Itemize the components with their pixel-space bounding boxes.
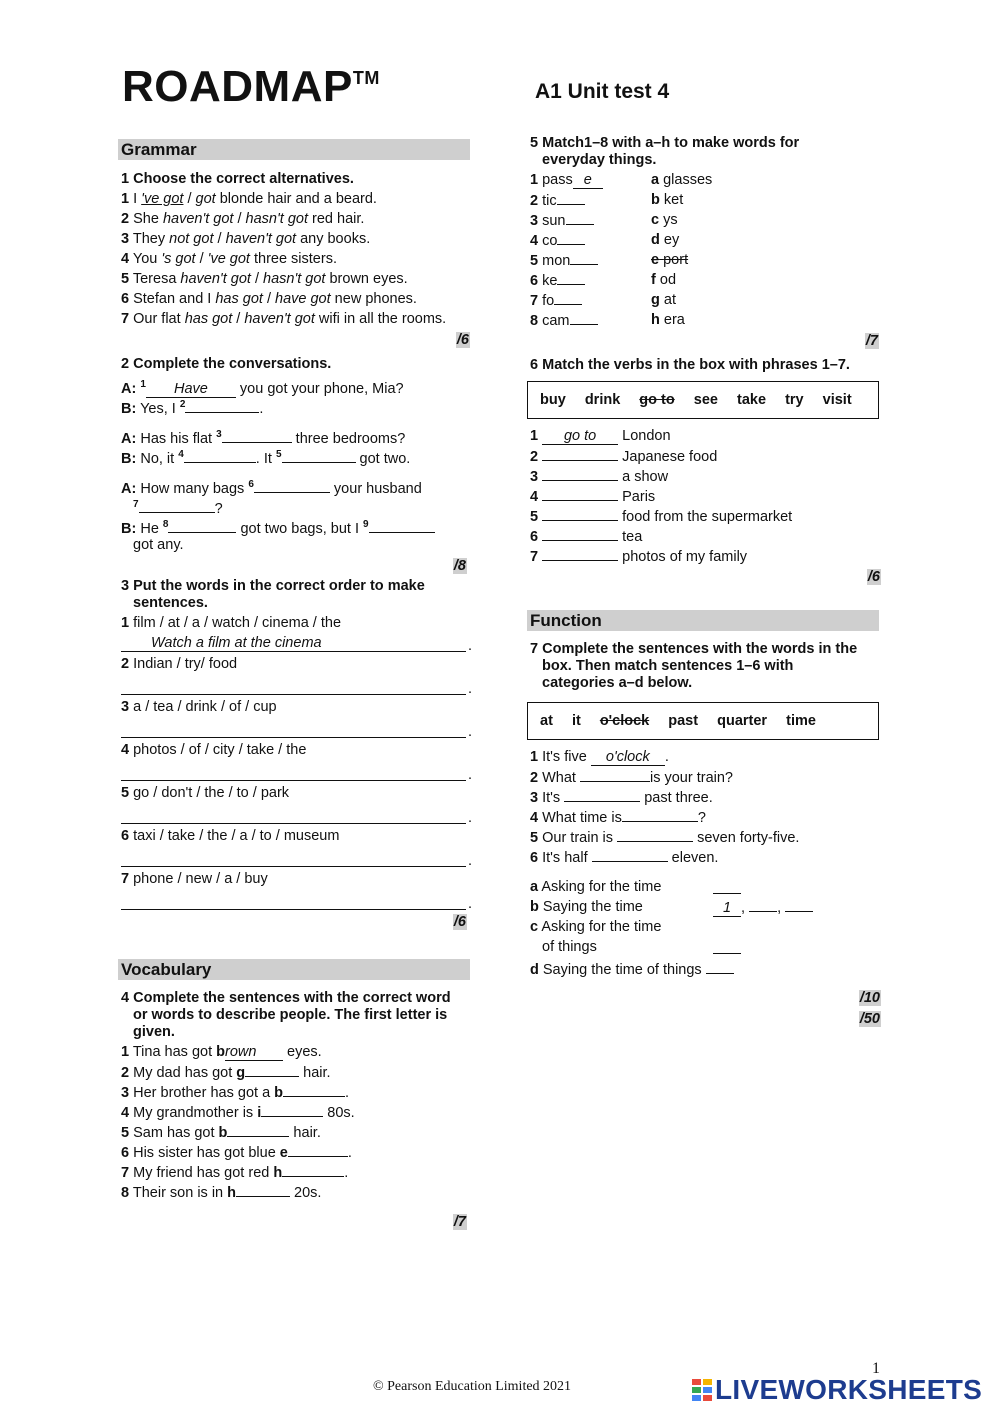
ex4-gap[interactable] [236, 1182, 290, 1197]
ex6-gap[interactable] [542, 526, 618, 541]
ex4-item: 5 Sam has got b hair. [121, 1122, 470, 1142]
trademark: TM [352, 68, 380, 88]
ex6-gap[interactable] [542, 486, 618, 501]
vocabulary-heading: Vocabulary [118, 959, 470, 980]
ex1-choice-b[interactable]: got [195, 191, 216, 207]
exercise-4-instruction: 4 Complete the sentences with the correct word or words to describe people. The first letter is given. [121, 990, 451, 1040]
ex6-item: 3 a show [530, 466, 879, 486]
ex4-gap[interactable]: rown [225, 1045, 283, 1061]
ex6-item: 6 tea [530, 526, 879, 546]
unit-title: A1 Unit test 4 [535, 80, 670, 103]
ex6-gap[interactable] [542, 506, 618, 521]
ex4-item: 8 Their son is in h 20s. [121, 1182, 470, 1202]
ex5-right-item: f od [651, 272, 677, 288]
ex7-gap[interactable] [564, 787, 640, 802]
grammar-heading: Grammar [118, 139, 470, 160]
ex7-gap[interactable] [580, 767, 650, 782]
ex2-line: A: Has his flat $^3$ three bedrooms? [121, 429, 406, 447]
ex5-left-item: 3 sun [530, 210, 603, 230]
ex5-gap[interactable] [557, 190, 585, 205]
ex7-cat-answers: 1 , , [713, 897, 813, 917]
box-word: past [668, 713, 699, 729]
ex7-item: 4 What time is ? [530, 807, 879, 827]
ex1-choice-b[interactable]: hasn't got [263, 271, 326, 287]
ex5-left-item: 6 ke [530, 270, 603, 290]
exercise-1-instruction: 1 Choose the correct alternatives. [121, 171, 354, 187]
box-word: see [693, 392, 718, 408]
ex3-answer-line-5[interactable]: . [121, 803, 466, 824]
ex1-choice-a[interactable]: has got [184, 311, 233, 327]
ex3-score: /6 [453, 914, 466, 930]
ex1-score: /6 [456, 332, 469, 348]
ex2-gap-3[interactable] [222, 428, 292, 443]
ex5-right-item: b ket [651, 192, 684, 208]
ex7-category-cont: of things [542, 939, 597, 955]
ex5-left-item: 7 fo [530, 290, 603, 310]
ex4-item: 3 Her brother has got a b . [121, 1082, 470, 1102]
ex3-words: 4 photos / of / city / take / the [121, 742, 307, 758]
ex7-item: 6 It's half eleven. [530, 847, 879, 867]
ex3-words: 1 film / at / a / watch / cinema / the [121, 615, 342, 631]
ex2-gap-7[interactable] [139, 498, 215, 513]
ex1-item: 5 Teresa haven't got / hasn't got brown eyes. [121, 271, 408, 287]
copyright: © Pearson Education Limited 2021 [373, 1379, 572, 1394]
ex3-answer-line-4[interactable]: . [121, 760, 466, 781]
ex1-choice-a[interactable]: haven't got [162, 211, 234, 227]
box-word: take [737, 392, 767, 408]
exercise-4 [121, 990, 470, 1230]
ex1-item: 4 You 's got / 've got three sisters. [121, 251, 337, 267]
ex1-choice-a[interactable]: haven't got [180, 271, 251, 287]
box-word: quarter [717, 713, 768, 729]
ex1-choice-a[interactable]: not got [169, 231, 214, 247]
ex6-item: 7 photos of my family [530, 546, 879, 566]
right-column [527, 135, 879, 1027]
exercise-3 [121, 578, 470, 930]
ex6-item: 2 Japanese food [530, 446, 879, 466]
ex1-choice-a[interactable]: has got [215, 291, 263, 307]
box-word: visit [822, 392, 852, 408]
ex2-line: B: No, it $^4$ . It $^5$ got two. [121, 449, 411, 467]
ex5-gap[interactable] [557, 270, 585, 285]
exercise-2-instruction: 2 Complete the conversations. [121, 356, 332, 372]
ex5-gap[interactable] [566, 210, 594, 225]
ex2-line: B: Yes, I $^2$ . [121, 399, 264, 417]
ex7-cat-gap[interactable] [713, 939, 741, 954]
ex3-answer-line-3[interactable]: . [121, 717, 466, 738]
ex6-gap[interactable]: go to [542, 429, 618, 445]
ex5-right-item-used: e port [651, 252, 689, 268]
ex4-gap[interactable] [282, 1162, 344, 1177]
ex4-item: 2 My dad has got g hair. [121, 1062, 470, 1082]
ex2-gap-9[interactable] [369, 518, 435, 533]
ex2-gap-1[interactable]: Have [146, 382, 236, 398]
ex1-choice-b[interactable]: haven't got [244, 311, 315, 327]
ex6-item: 5 food from the supermarket [530, 506, 879, 526]
exercise-6 [530, 357, 879, 585]
box-word: it [571, 713, 581, 729]
ex7-category: d Saying the time of things [530, 959, 879, 979]
ex1-choice-b[interactable]: have got [275, 291, 331, 307]
ex3-words: 2 Indian / try/ food [121, 656, 238, 672]
ex7-cat-gap[interactable] [749, 897, 777, 912]
ex4-item: 7 My friend has got red h . [121, 1162, 470, 1182]
exercise-7 [530, 641, 879, 1027]
ex7-gap[interactable] [617, 827, 693, 842]
ex2-score: /8 [453, 558, 466, 574]
ex6-word-box [527, 381, 879, 419]
box-word: time [786, 713, 816, 729]
liveworksheets-watermark: LIVEWORKSHEETS [692, 1374, 982, 1406]
ex5-gap[interactable] [570, 250, 598, 265]
ex4-gap[interactable] [245, 1062, 299, 1077]
ex7-gap[interactable]: o'clock [591, 750, 665, 766]
ex4-score: /7 [453, 1214, 466, 1230]
exercise-6-instruction: 6 Match the verbs in the box with phrases 1–7. [530, 357, 850, 373]
ex7-gap[interactable] [622, 807, 698, 822]
ex7-word-box [527, 702, 879, 740]
liveworksheets-logo-icon [692, 1379, 712, 1401]
ex1-choice-b[interactable]: haven't got [225, 231, 297, 247]
ex7-cat-gap[interactable] [706, 959, 734, 974]
ex6-gap[interactable] [542, 466, 618, 481]
ex5-match-table [530, 170, 879, 332]
ex7-categories [530, 877, 879, 959]
ex1-item: 1 I 've got / got blonde hair and a beard. [121, 191, 377, 207]
ex2-gap-5[interactable] [282, 448, 356, 463]
ex1-choice-a[interactable]: 've got [141, 191, 184, 207]
ex5-gap[interactable] [570, 310, 598, 325]
exercise-5 [530, 135, 879, 349]
box-word-used: go to [639, 392, 675, 408]
ex6-score: /6 [867, 569, 880, 585]
ex4-gap[interactable] [261, 1102, 323, 1117]
ex7-cat-gap[interactable] [785, 897, 813, 912]
ex2-gap-4[interactable] [184, 448, 256, 463]
exercise-3-instruction: 3 Put the words in the correct order to make sentences. [121, 578, 425, 611]
ex4-item: 1 Tina has got brown eyes. [121, 1044, 322, 1060]
ex2-gap-6[interactable] [254, 478, 330, 493]
ex1-choice-b[interactable]: hasn't got [245, 211, 308, 227]
exercise-1 [118, 171, 470, 348]
ex4-item: 6 His sister has got blue e . [121, 1142, 470, 1162]
ex1-item: 3 They not got / haven't got any books. [121, 231, 371, 247]
ex7-category: b Saying the time [530, 899, 643, 915]
ex2-line: got any. [133, 537, 184, 553]
ex5-gap[interactable]: e [573, 173, 603, 189]
ex2-gap-8[interactable] [168, 518, 236, 533]
function-heading: Function [527, 610, 879, 631]
ex1-item: 6 Stefan and I has got / have got new phones. [121, 291, 417, 307]
ex5-right-item: a glasses [651, 172, 713, 188]
box-word-used: o'clock [599, 713, 650, 729]
ex7-item: 3 It's past three. [530, 787, 879, 807]
ex1-choice-a[interactable]: 's got [161, 251, 196, 267]
ex4-gap[interactable] [288, 1142, 348, 1157]
box-word: drink [584, 392, 621, 408]
ex2-line: A: $^1$ Have you got your phone, Mia? [121, 379, 404, 397]
ex3-answer-line-1[interactable]: Watch a film at the cinema . [121, 633, 466, 652]
ex1-item: 2 She haven't got / hasn't got red hair. [121, 211, 365, 227]
ex7-item: 2 What is your train? [530, 767, 879, 787]
ex5-left-item: 1 pass e [530, 170, 603, 190]
ex1-choice-b[interactable]: 've got [207, 251, 250, 267]
ex4-item: 4 My grandmother is i 80s. [121, 1102, 470, 1122]
ex4-gap[interactable] [283, 1082, 345, 1097]
brand-title: ROADMAP™ [122, 62, 380, 111]
ex5-left-item: 5 mon [530, 250, 603, 270]
ex4-gap[interactable] [227, 1122, 289, 1137]
ex7-cat-gap[interactable]: 1 [713, 901, 741, 917]
ex1-item: 7 Our flat has got / haven't got wifi in all the rooms. [121, 311, 447, 327]
ex3-answer-line-6[interactable]: . [121, 846, 466, 867]
ex5-right-item: g at [651, 292, 676, 308]
ex2-line: B: He $^8$ got two bags, but I $^9$ [121, 515, 470, 535]
ex3-words: 7 phone / new / a / buy [121, 871, 268, 887]
left-column [118, 139, 470, 1230]
ex2-line: $^7$ ? [133, 499, 223, 517]
ex3-words: 6 taxi / take / the / a / to / museum [121, 828, 340, 844]
ex5-left-item: 4 co [530, 230, 603, 250]
ex5-gap[interactable] [554, 290, 582, 305]
ex7-item: 1 It's five o'clock . [530, 749, 669, 765]
ex5-gap[interactable] [557, 230, 585, 245]
ex3-words: 5 go / don't / the / to / park [121, 785, 290, 801]
ex7-category: a Asking for the time [530, 879, 662, 895]
ex6-item: 4 Paris [530, 486, 879, 506]
ex7-gap[interactable] [592, 847, 668, 862]
ex5-right-item: d ey [651, 232, 680, 248]
ex2-gap-2[interactable] [185, 398, 259, 413]
ex7-cat-gap[interactable] [713, 879, 741, 894]
ex6-gap[interactable] [542, 446, 618, 461]
page-number: 1 [872, 1360, 880, 1377]
total-score: /50 [859, 1011, 880, 1027]
box-word: try [785, 392, 804, 408]
ex6-gap[interactable] [542, 546, 618, 561]
ex5-right-item: h era [651, 312, 685, 328]
ex3-words: 3 a / tea / drink / of / cup [121, 699, 277, 715]
ex7-score: /10 [859, 990, 880, 1006]
box-word: at [540, 713, 553, 729]
box-word: buy [540, 392, 566, 408]
ex6-item: 1 go to London [530, 428, 671, 444]
ex5-left-item: 8 cam [530, 310, 603, 330]
ex2-line: A: How many bags $^6$ your husband [121, 479, 422, 497]
ex7-category: c Asking for the time [530, 919, 662, 935]
exercise-2 [121, 356, 470, 574]
ex5-left-item: 2 tic [530, 190, 603, 210]
ex3-answer-line-7[interactable]: . [121, 889, 466, 910]
ex3-answer-line-2[interactable]: . [121, 674, 466, 695]
ex7-item: 5 Our train is seven forty-five. [530, 827, 879, 847]
exercise-7-instruction: 7 Complete the sentences with the words in the box. Then match sentences 1–6 with categories a–d below. [530, 641, 858, 691]
exercise-5-instruction: 5 Match1–8 with a–h to make words for everyday things. [530, 135, 800, 168]
ex5-score: /7 [865, 333, 878, 349]
ex5-right-item: c ys [651, 212, 678, 228]
